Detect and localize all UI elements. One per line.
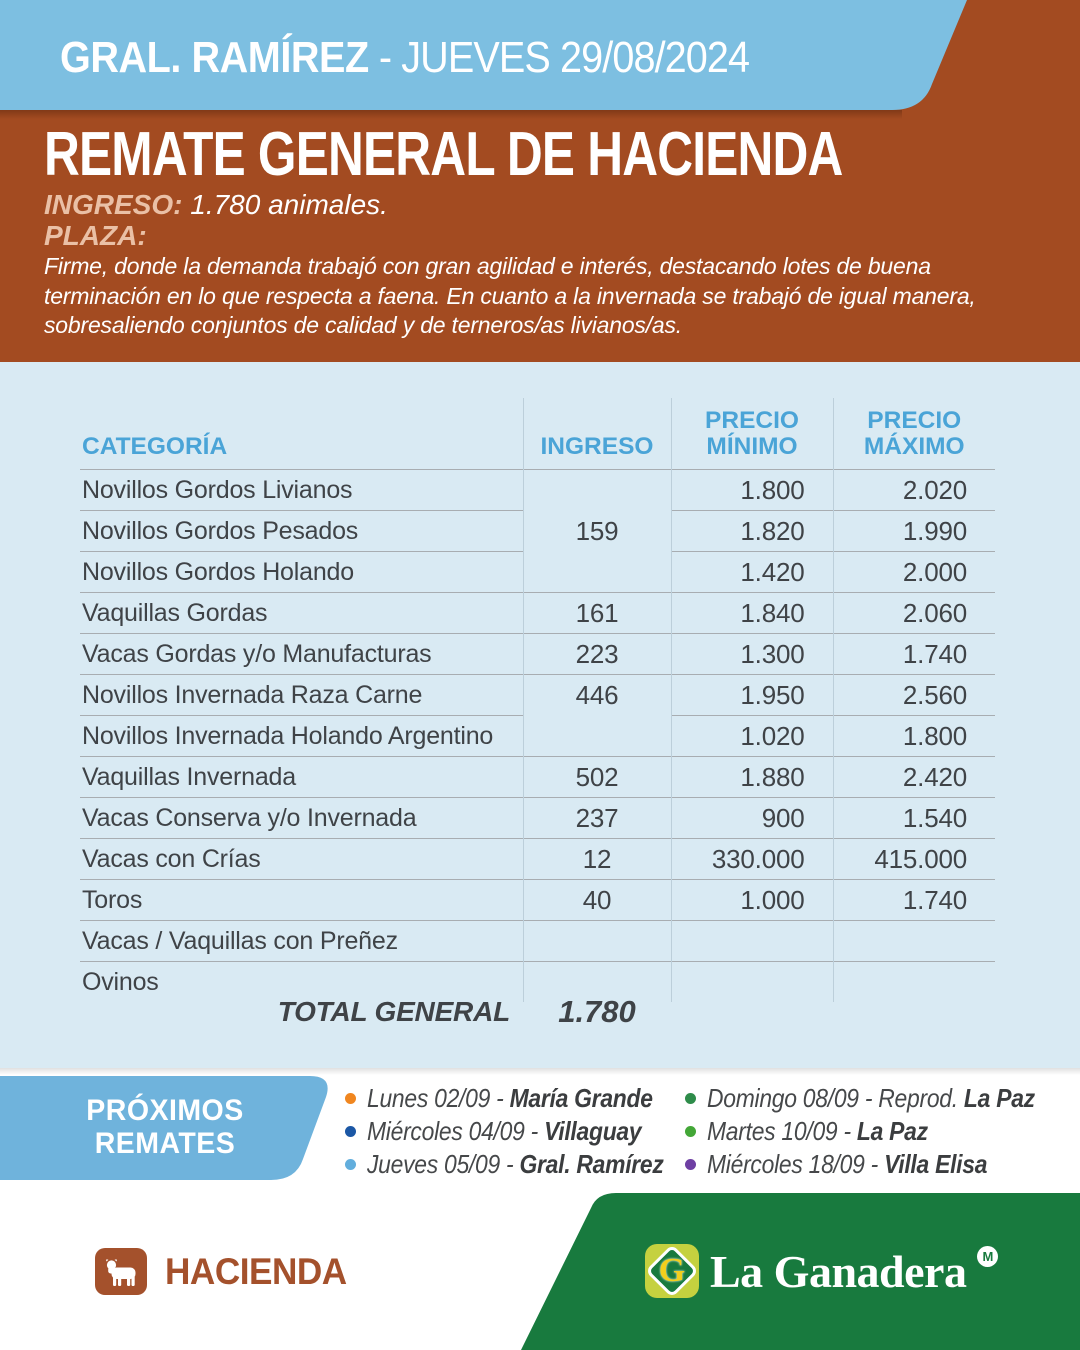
location-label: GRAL. RAMÍREZ — [60, 33, 369, 82]
bullet-dot — [345, 1093, 356, 1104]
proximos-title-line1: PRÓXIMOS — [86, 1094, 244, 1127]
cell-max: 2.000 — [833, 552, 995, 593]
cell-max — [833, 962, 995, 1003]
remate-item — [345, 1115, 704, 1148]
remate-item — [685, 1115, 1080, 1148]
cell-categoria: Novillos Gordos Holando — [80, 552, 523, 593]
proximos-title — [8, 1095, 322, 1160]
cell-ingreso: 446 — [523, 675, 671, 757]
header-ingreso: INGRESO — [523, 398, 671, 470]
cell-min: 900 — [671, 798, 833, 839]
remate-text — [367, 1116, 641, 1147]
section-divider-shadow — [0, 1068, 1080, 1075]
remate-place: La Paz — [963, 1083, 1035, 1113]
plaza-paragraph: Firme, donde la demanda trabajó con gran agilidad e interés, destacando lotes de buena terminación en lo que respecta a faena. En cuanto a la invernada se trabajó de igual manera, sobresaliendo conjuntos de calidad y de terneros/as livianos/as. — [44, 253, 976, 338]
cell-ingreso: 502 — [523, 757, 671, 798]
bullet-dot — [685, 1093, 696, 1104]
cell-categoria: Vacas con Crías — [80, 839, 523, 880]
brand-initial: G — [658, 1252, 686, 1289]
cell-max: 1.990 — [833, 511, 995, 552]
remate-item — [685, 1148, 1080, 1181]
total-label: TOTAL GENERAL — [277, 996, 510, 1027]
ganadera-logo-group — [645, 1244, 998, 1298]
cell-max: 2.020 — [833, 470, 995, 511]
cell-max: 1.540 — [833, 798, 995, 839]
cell-min: 1.420 — [671, 552, 833, 593]
cell-categoria: Novillos Invernada Holando Argentino — [80, 716, 523, 757]
remate-text — [707, 1116, 928, 1147]
remate-date: Domingo 08/09 - Reprod. — [707, 1083, 964, 1113]
cell-max: 2.420 — [833, 757, 995, 798]
header-precio-minimo: PRECIO MÍNIMO — [671, 398, 833, 470]
table-row — [80, 880, 995, 921]
cell-max: 1.800 — [833, 716, 995, 757]
table-header-row — [80, 398, 995, 470]
cell-max: 1.740 — [833, 880, 995, 921]
cell-ingreso: 161 — [523, 593, 671, 634]
cell-max: 1.740 — [833, 634, 995, 675]
cell-categoria: Vacas Gordas y/o Manufacturas — [80, 634, 523, 675]
remate-date: Martes 10/09 - — [707, 1116, 857, 1146]
price-table-body — [80, 470, 995, 1003]
bullet-dot — [685, 1126, 696, 1137]
cell-categoria: Vacas / Vaquillas con Preñez — [80, 921, 523, 962]
hacienda-badge — [95, 1248, 147, 1295]
remate-item — [345, 1148, 704, 1181]
remate-text — [707, 1149, 987, 1180]
cell-min: 1.820 — [671, 511, 833, 552]
cell-min — [671, 921, 833, 962]
cell-ingreso: 237 — [523, 798, 671, 839]
cell-min — [671, 962, 833, 1003]
cell-min: 1.840 — [671, 593, 833, 634]
cell-ingreso: 12 — [523, 839, 671, 880]
cell-min: 1.020 — [671, 716, 833, 757]
cell-categoria: Vaquillas Gordas — [80, 593, 523, 634]
remate-place: Villaguay — [544, 1116, 642, 1146]
ingreso-label: INGRESO: — [44, 189, 183, 220]
cell-min: 1.800 — [671, 470, 833, 511]
bullet-dot — [345, 1159, 356, 1170]
header-categoria: CATEGORÍA — [82, 433, 228, 461]
remate-text — [707, 1083, 1035, 1114]
cell-ingreso: 40 — [523, 880, 671, 921]
remates-list-left — [345, 1082, 704, 1181]
proximos-title-line2: REMATES — [94, 1126, 236, 1160]
cow-icon — [104, 1257, 138, 1287]
table-row — [80, 839, 995, 880]
trademark-icon: M — [977, 1246, 998, 1267]
cell-categoria: Vacas Conserva y/o Invernada — [80, 798, 523, 839]
table-row — [80, 470, 995, 511]
remate-text — [367, 1149, 664, 1180]
remate-place: Gral. Ramírez — [519, 1149, 664, 1179]
table-row — [80, 675, 995, 716]
cell-max — [833, 921, 995, 962]
table-row — [80, 593, 995, 634]
remate-place: La Paz — [856, 1116, 928, 1146]
cell-ingreso: 159 — [523, 470, 671, 593]
cell-min: 1.000 — [671, 880, 833, 921]
location-date-line — [60, 33, 750, 82]
ingreso-value: 1.780 animales. — [190, 189, 388, 220]
cell-ingreso — [523, 921, 671, 962]
page-title: REMATE GENERAL DE HACIENDA — [44, 120, 843, 189]
cell-ingreso: 223 — [523, 634, 671, 675]
total-value: 1.780 — [558, 994, 636, 1029]
table-row — [80, 757, 995, 798]
cell-min: 1.950 — [671, 675, 833, 716]
ganadera-badge — [645, 1244, 699, 1298]
cell-categoria: Novillos Gordos Livianos — [80, 470, 523, 511]
cell-max: 415.000 — [833, 839, 995, 880]
separator: - — [368, 33, 402, 82]
remate-place: María Grande — [509, 1083, 653, 1113]
date-label: JUEVES 29/08/2024 — [401, 33, 750, 82]
remate-item — [345, 1082, 704, 1115]
cell-categoria: Ovinos — [80, 962, 523, 1003]
table-row — [80, 634, 995, 675]
remate-date: Jueves 05/09 - — [367, 1149, 520, 1179]
hacienda-label: HACIENDA — [165, 1250, 347, 1292]
price-table — [80, 398, 995, 1002]
cell-min: 1.880 — [671, 757, 833, 798]
remate-date: Lunes 02/09 - — [367, 1083, 510, 1113]
cell-min: 330.000 — [671, 839, 833, 880]
remate-place: Villa Elisa — [884, 1149, 988, 1179]
table-row — [80, 921, 995, 962]
cell-categoria: Vaquillas Invernada — [80, 757, 523, 798]
plaza-label: PLAZA: — [44, 220, 147, 251]
cell-categoria: Novillos Gordos Pesados — [80, 511, 523, 552]
remate-date: Miércoles 04/09 - — [367, 1116, 545, 1146]
table-row — [80, 798, 995, 839]
remate-date: Miércoles 18/09 - — [707, 1149, 885, 1179]
bullet-dot — [345, 1126, 356, 1137]
cell-categoria: Novillos Invernada Raza Carne — [80, 675, 523, 716]
remate-text — [367, 1083, 653, 1114]
bullet-dot — [685, 1159, 696, 1170]
banner-shadow — [0, 110, 902, 119]
cell-categoria: Toros — [80, 880, 523, 921]
ingreso-line — [44, 191, 388, 219]
cell-max: 2.560 — [833, 675, 995, 716]
brand-name: La Ganadera — [710, 1245, 967, 1297]
cell-min: 1.300 — [671, 634, 833, 675]
remates-list-right — [685, 1082, 1080, 1181]
cell-max: 2.060 — [833, 593, 995, 634]
hacienda-logo-group — [95, 1248, 356, 1295]
header-precio-maximo: PRECIO MÁXIMO — [833, 398, 995, 470]
remate-item — [685, 1082, 1080, 1115]
